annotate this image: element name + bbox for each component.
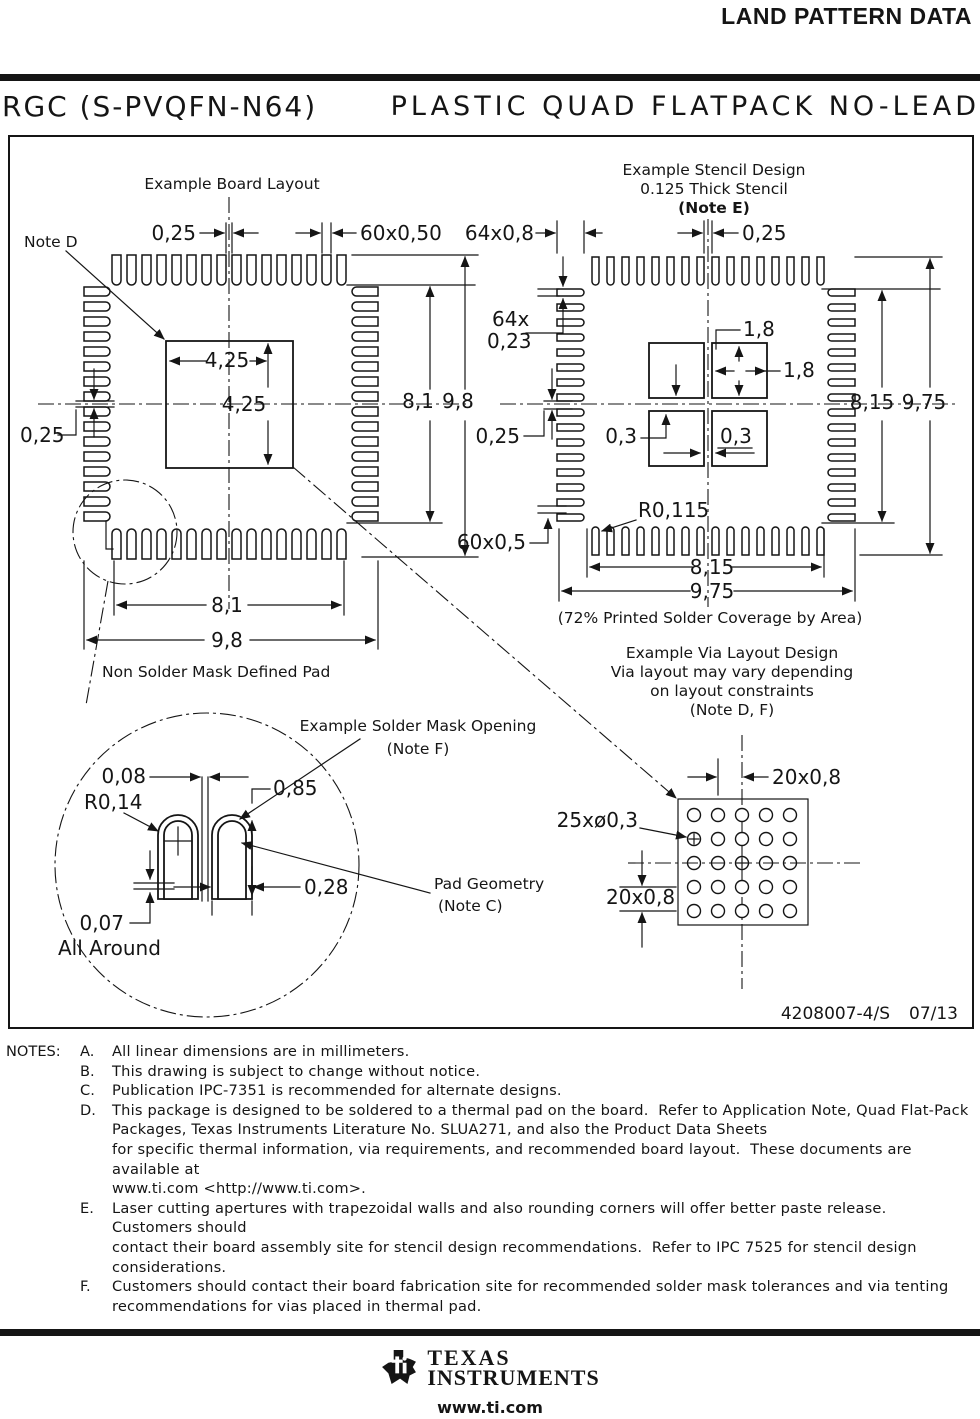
pad: [84, 317, 110, 326]
pad: [352, 302, 378, 311]
dim-stencil-apertures: [465, 221, 602, 253]
pad: [232, 529, 241, 559]
note-text: recommendations for vias placed in thermal pad.: [112, 1297, 482, 1315]
note-letter: [80, 1297, 112, 1317]
dim-label: 0,08: [101, 764, 146, 788]
pad: [84, 497, 110, 506]
pad: [828, 319, 855, 326]
pad-detail-diagram: [55, 663, 544, 1017]
dim-via-diameter: [557, 808, 686, 837]
dim-label: 4,25: [221, 392, 267, 416]
note-text: Packages, Texas Instruments Literature No. SLUA271, and also the Product Data Sheets: [112, 1121, 768, 1139]
ti-logo-icon: [380, 1349, 418, 1385]
via: [688, 881, 701, 894]
pad: [802, 257, 809, 285]
note-letter: B.: [80, 1062, 95, 1080]
pad: [292, 255, 301, 285]
brand-texas: TEXAS: [427, 1345, 511, 1370]
pad: [592, 257, 599, 285]
pad: [172, 255, 181, 285]
pad: [712, 527, 719, 555]
pad: [557, 469, 584, 476]
dim-label: 64x0,8: [464, 221, 534, 245]
pad: [828, 424, 855, 431]
dim-label: 25xø0,3: [556, 808, 638, 832]
package-code: RGC (S-PVQFN-N64): [2, 90, 318, 123]
dim-label: 8,1: [402, 389, 434, 413]
pad: [697, 257, 704, 285]
dim-label: 20x0,8: [772, 765, 842, 789]
page-title: LAND PATTERN DATA: [721, 3, 972, 29]
pad: [557, 319, 584, 326]
pad-detail-title: Non Solder Mask Defined Pad: [102, 663, 331, 681]
pad: [277, 255, 286, 285]
pad: [352, 347, 378, 356]
note-line: [6, 1120, 974, 1140]
dim-label: 60x0,50: [360, 221, 442, 245]
note-letter: [80, 1140, 112, 1179]
via: [760, 905, 773, 918]
pad: [187, 255, 196, 285]
pad: [337, 529, 346, 559]
note-text: www.ti.com <http://www.ti.com>.: [112, 1180, 367, 1198]
pad: [607, 257, 614, 285]
via-title-3: on layout constraints: [650, 682, 814, 700]
via: [760, 881, 773, 894]
pad: [142, 255, 151, 285]
pad: [352, 482, 378, 491]
dim-label: 64x: [492, 307, 530, 331]
pad: [622, 257, 629, 285]
note-letter: D.: [80, 1101, 96, 1119]
detail-leader: [86, 581, 108, 705]
via: [736, 905, 749, 918]
dim-label: 0,25: [20, 423, 65, 447]
via: [784, 881, 797, 894]
pad: [84, 302, 110, 311]
dim-label: 9,75: [689, 579, 735, 603]
note-letter: [80, 1120, 112, 1140]
pad: [607, 527, 614, 555]
pad: [157, 255, 166, 285]
via: [784, 905, 797, 918]
pad: [742, 257, 749, 285]
pad: [322, 529, 331, 559]
via: [784, 833, 797, 846]
pad: [352, 452, 378, 461]
note-letter: A.: [80, 1043, 95, 1060]
drawing-date: 07/13: [909, 1004, 958, 1024]
dim-label: 0,28: [304, 875, 349, 899]
technical-drawing: [10, 137, 972, 1027]
pad: [557, 439, 584, 446]
dim-stencil-square: [716, 317, 815, 395]
pad: [828, 454, 855, 461]
notes-list: [6, 1042, 974, 1316]
pad: [352, 422, 378, 431]
dim-label: 0,25: [475, 424, 520, 448]
pad: [652, 257, 659, 285]
mask-opening-callout: [240, 717, 536, 819]
via: [736, 833, 749, 846]
pad: [157, 529, 166, 559]
pad: [127, 255, 136, 285]
pad: [84, 407, 110, 416]
dim-board-pads-top: [296, 221, 442, 253]
via: [736, 809, 749, 822]
pad: [592, 527, 599, 555]
pad: [112, 529, 121, 559]
pad: [337, 255, 346, 285]
pad: [202, 529, 211, 559]
dim-label: 60x0,5: [456, 530, 526, 554]
pad: [142, 529, 151, 559]
top-rule: [0, 74, 980, 81]
pad: [307, 529, 316, 559]
dim-label: 8,1: [211, 593, 243, 617]
pad: [84, 467, 110, 476]
note-line: [6, 1081, 974, 1101]
note-letter: F.: [80, 1278, 91, 1296]
pad: [828, 469, 855, 476]
pad: [84, 377, 110, 386]
brand-instruments: INSTRUMENTS: [427, 1365, 600, 1390]
via: [760, 833, 773, 846]
note-letter: C.: [80, 1082, 95, 1100]
pad: [84, 287, 110, 296]
via-layout-diagram: [557, 644, 862, 989]
via: [712, 809, 725, 822]
drawing-number: 4208007-4/S: [780, 1004, 890, 1024]
dim-label: 9,75: [901, 390, 947, 414]
pad: [352, 512, 378, 521]
notes-heading: NOTES:: [6, 1043, 61, 1060]
pad: [557, 304, 584, 311]
dim-thermal-width: [170, 348, 266, 372]
pad: [277, 529, 286, 559]
pad: [352, 407, 378, 416]
pad: [84, 452, 110, 461]
bottom-rule: [0, 1329, 980, 1336]
brand-url: www.ti.com: [437, 1398, 543, 1417]
pad: [697, 527, 704, 555]
pad: [84, 512, 110, 521]
dim-label: 0,85: [273, 776, 318, 800]
dim-board-gap-top: [151, 221, 258, 253]
pad: [828, 289, 855, 296]
note-letter: [80, 1179, 112, 1199]
via: [712, 905, 725, 918]
dim-label: 20x0,8: [606, 885, 676, 909]
pad: [557, 334, 584, 341]
note-line: [6, 1277, 974, 1297]
pad: [557, 379, 584, 386]
pad: [247, 255, 256, 285]
pad: [817, 257, 824, 285]
pad: [84, 437, 110, 446]
note-line: [6, 1042, 974, 1062]
pad: [352, 392, 378, 401]
dim-label: 1,8: [743, 317, 775, 341]
note-d-label: Note D: [24, 233, 78, 251]
pad: [828, 514, 855, 521]
via: [784, 809, 797, 822]
pad: [828, 364, 855, 371]
dim-web: [101, 764, 248, 788]
pad: [557, 499, 584, 506]
board-layout-title: Example Board Layout: [144, 175, 320, 193]
dim-label: 0,25: [742, 221, 787, 245]
notes-section: [6, 1042, 974, 1316]
dim-stencil-width: [487, 257, 563, 353]
pad: [217, 255, 226, 285]
pad: [622, 527, 629, 555]
via-title-2: Via layout may vary depending: [610, 663, 854, 681]
dim-label: 8,15: [849, 390, 895, 414]
dim-label: 0,3: [605, 424, 637, 448]
pad: [817, 527, 824, 555]
pad: [557, 424, 584, 431]
pad: [682, 527, 689, 555]
pad: [262, 529, 271, 559]
pad: [828, 379, 855, 386]
note-line: [6, 1238, 974, 1277]
pad: [727, 257, 734, 285]
pad: [352, 497, 378, 506]
note-text: All linear dimensions are in millimeters.: [112, 1043, 410, 1060]
dim-label: 9,8: [211, 628, 243, 652]
pad: [557, 514, 584, 521]
pad: [112, 255, 121, 285]
pad: [84, 422, 110, 431]
dim-label: 4,25: [204, 348, 250, 372]
pad: [772, 527, 779, 555]
pad: [557, 394, 584, 401]
pad: [828, 349, 855, 356]
pad: [557, 454, 584, 461]
pad: [352, 377, 378, 386]
brand-lockup: [0, 1347, 980, 1389]
note-text: Customers should contact their board fabrication site for recommended solder mask tolerances and via tenting: [112, 1278, 949, 1296]
pad: [787, 257, 794, 285]
pad: [557, 289, 584, 296]
pad: [202, 255, 211, 285]
dim-label: All Around: [58, 936, 161, 960]
dim-stencil-bottom: [559, 529, 855, 603]
pad: [352, 362, 378, 371]
pad: [557, 349, 584, 356]
mask-label: (Note F): [386, 740, 450, 758]
note-text: This drawing is subject to change without notice.: [112, 1062, 481, 1080]
pad: [828, 484, 855, 491]
stencil-diagram: [457, 161, 958, 627]
stencil-title-3: (Note E): [678, 199, 750, 217]
dim-via-pitch-v: [606, 851, 676, 947]
via: [712, 881, 725, 894]
note-line: [6, 1062, 974, 1082]
package-name: PLASTIC QUAD FLATPACK NO-LEAD: [390, 91, 980, 122]
note-text: This package is designed to be soldered to a thermal pad on the board. Refer to Application Note, Quad Flat-Pack: [112, 1101, 969, 1119]
note-line: [6, 1140, 974, 1179]
pad: [84, 392, 110, 401]
via: [688, 905, 701, 918]
note-text: contact their board assembly site for stencil design recommendations. Refer to IPC 7525 for stencil design considerations.: [112, 1238, 922, 1276]
dim-label: 0,07: [79, 911, 124, 935]
dim-via-pitch-h: [688, 759, 841, 795]
dim-label: 8,15: [689, 555, 735, 579]
note-letter: E.: [80, 1199, 94, 1217]
pad: [667, 527, 674, 555]
dim-radius: [84, 790, 158, 831]
pad: [742, 527, 749, 555]
stencil-caption: (72% Printed Solder Coverage by Area): [557, 609, 863, 627]
pad: [292, 529, 301, 559]
pad: [127, 529, 136, 559]
pad-geometry-callout: [242, 843, 544, 915]
pad: [557, 484, 584, 491]
pad: [637, 527, 644, 555]
pad: [828, 334, 855, 341]
note-text: for specific thermal information, via requirements, and recommended board layout. These documents are available at: [112, 1140, 917, 1178]
note-letter: [80, 1238, 112, 1277]
note-text: Publication IPC-7351 is recommended for alternate designs.: [112, 1082, 562, 1100]
geometry-label: Pad Geometry: [434, 875, 545, 893]
pad: [828, 499, 855, 506]
dim-stencil-gap-top: [678, 221, 787, 253]
pad: [757, 527, 764, 555]
pad: [352, 332, 378, 341]
pad: [757, 257, 764, 285]
via-leader: [293, 467, 676, 798]
via-title-1: Example Via Layout Design: [625, 644, 839, 662]
pad: [682, 257, 689, 285]
mask-label: Example Solder Mask Opening: [299, 717, 537, 735]
dim-label: 0,3: [720, 424, 752, 448]
pad: [352, 437, 378, 446]
geometry-label: (Note C): [438, 897, 503, 915]
via-title-4: (Note D, F): [689, 701, 775, 719]
pad: [307, 255, 316, 285]
dim-label: R0,115: [638, 498, 710, 522]
dim-label: 0,23: [487, 329, 532, 353]
note-line: [6, 1101, 974, 1121]
via: [712, 833, 725, 846]
pad: [828, 439, 855, 446]
drawing-frame: [8, 135, 974, 1029]
dim-label: 1,8: [783, 358, 815, 382]
pad: [557, 364, 584, 371]
dim-label: 9,8: [442, 389, 474, 413]
pad: [652, 527, 659, 555]
pad: [828, 304, 855, 311]
pad: [322, 255, 331, 285]
pad: [637, 257, 644, 285]
pad: [352, 287, 378, 296]
detail-circle: [55, 713, 359, 1017]
pad: [802, 527, 809, 555]
pad: [667, 257, 674, 285]
note-line: [6, 1297, 974, 1317]
dim-label: 0,25: [151, 221, 196, 245]
via: [688, 809, 701, 822]
note-text: Laser cutting apertures with trapezoidal walls and also rounding corners will offer better paste release. Customers should: [112, 1199, 897, 1237]
pad: [84, 332, 110, 341]
dim-pad-width: [174, 875, 349, 899]
pad: [187, 529, 196, 559]
note-line: [6, 1179, 974, 1199]
pad: [712, 257, 719, 285]
stencil-pads-left: [557, 289, 584, 521]
dim-mask-expansion: [58, 851, 174, 960]
pad: [352, 317, 378, 326]
pad: [262, 255, 271, 285]
pad: [217, 529, 226, 559]
pad: [557, 409, 584, 416]
stencil-title-2: 0.125 Thick Stencil: [640, 180, 788, 198]
pad: [772, 257, 779, 285]
via: [736, 881, 749, 894]
brand-wordmark: [427, 1347, 599, 1389]
pad-outline: [218, 821, 246, 899]
dim-stencil-radius: [602, 498, 709, 531]
dim-stencil-gaps: [605, 365, 754, 453]
pad: [84, 347, 110, 356]
via: [760, 809, 773, 822]
pad: [232, 255, 241, 285]
stencil-title-1: Example Stencil Design: [622, 161, 806, 179]
dim-board-bottom: [84, 561, 378, 652]
note-line: [6, 1199, 974, 1238]
dim-label: R0,14: [84, 790, 143, 814]
dim-stencil-right: [822, 257, 946, 555]
pad: [84, 362, 110, 371]
dim-stencil-apertures-bottom: [457, 506, 566, 554]
pad: [247, 529, 256, 559]
pad: [352, 467, 378, 476]
pad: [787, 527, 794, 555]
pad: [727, 527, 734, 555]
